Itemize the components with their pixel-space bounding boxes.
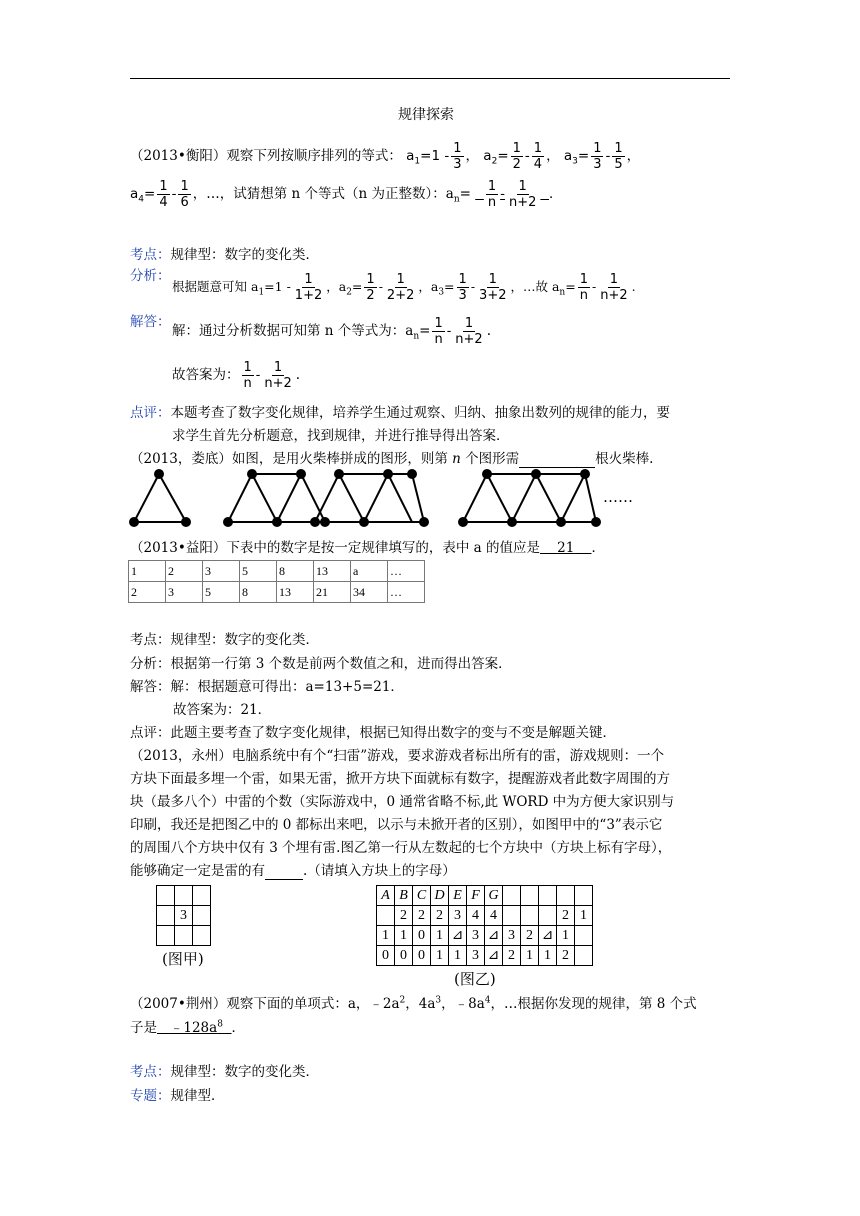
mine-cell [193,906,211,926]
mine-cell: 1 [521,946,539,966]
q1-intro: （2013•衡阳）观察下列按顺序排列的等式： [130,148,402,164]
q1-jieda: 解：通过分析数据可知第 n 个等式为：$a_n=$ $\frac{1}{n}$ - $\frac{1}{n+2}$ . [172,316,491,347]
q4-line3: 块（最多八个）中雷的个数（实际游戏中，0 通常省略不标,此 WORD 中为方便大家识别与 [130,794,675,810]
mine-row [377,906,593,926]
mine-cell: 1 [557,926,575,946]
q5-line2: 子是 $﹣128a^8$ ． [130,1019,246,1036]
table-cell: 21 [314,582,351,603]
mine-cell [575,886,593,906]
table-cell: 8 [277,561,314,582]
q1-fenxi-label: 分析： [130,268,171,284]
q2-text: （2013，娄底）如图，是用火柴棒拼成的图形，则第 n 个图形需 根火柴棒. [130,451,654,467]
q3-fenxi: 分析：根据第一行第 3 个数是前两个数值之和，进而得出答案． [130,656,512,672]
mine-cell: 4 [467,906,485,926]
table-cell: 5 [203,582,240,603]
mine-cell [377,906,395,926]
page-title: 规律探索 [398,107,454,123]
header-rule [130,78,730,79]
mine-cell: 2 [557,946,575,966]
mine-cell: 2 [413,906,431,926]
mine-cell [539,886,557,906]
table-cell: 34 [351,582,388,603]
q1-line1: （2013•衡阳）观察下列按顺序排列的等式： $a_1=1$ - $\frac{1}{3}$ ， $a_2=$ $\frac{1}{2}$ - $\frac{1}{4}$ ， $a_3=$ $\frac{1}{3}$ - $\frac{1}{5}$ ， [130,141,641,172]
mine-cell: 2 [395,906,413,926]
q1-a3: $a_3=$ [563,148,590,167]
mine-cell: D [431,886,449,906]
mine-cell: C [413,886,431,906]
q1-a1-frac: $\frac{1}{3}$ [453,141,462,172]
mine-cell: E [449,886,467,906]
q4-line5: 的周围八个方块中仅有 3 个埋有雷.图乙第一行从左数起的七个方块中（方块上标有字母）， [130,840,672,856]
table-row [129,561,425,582]
table-cell: … [388,561,425,582]
q1-fenxi: 根据题意可知 $a_1=1$ - $\frac{1}{1+2}$ ，$a_2=$ $\frac{1}{2}$ - $\frac{1}{2+2}$ ，$a_3=$ $\frac{1}{3}$ - $\frac{1}{3+2}$ ，…故 $a_n=$ $\frac{1}{n}$ - $\frac{1}{n+2}$ . [172,272,636,303]
mine-cell: 1 [539,946,557,966]
mine-cell: ⊿ [449,926,467,946]
sequence-table [128,560,425,603]
mine-cell [575,946,593,966]
q1-kaodian: 考点：规律型：数字的变化类． [130,247,319,263]
table-cell: 13 [277,582,314,603]
q1-dianping-1: 点评：本题考查了数字变化规律，培养学生通过观察、归纳、抽象出数列的规律的能力，要 [130,405,670,421]
minesweeper-grid-yi [376,885,593,966]
mine-cell: G [485,886,503,906]
figure-3 [311,470,428,526]
q5-zhuanti: 专题：规律型． [130,1088,225,1104]
mine-cell: 1 [431,926,449,946]
mine-cell: F [467,886,485,906]
table-cell: 2 [129,582,166,603]
mine-cell: 4 [485,906,503,926]
mine-cell [157,906,175,926]
figure-4 [459,470,600,526]
mine-cell: ⊿ [485,926,503,946]
mine-cell [175,886,193,906]
table-cell: 3 [166,582,203,603]
mine-cell: 1 [575,906,593,926]
table-cell: 5 [240,561,277,582]
table-cell: 2 [166,561,203,582]
mine-cell: 3 [467,926,485,946]
mine-cell: 1 [377,926,395,946]
table-cell: 13 [314,561,351,582]
table-cell: … [388,582,425,603]
q1-a2: $a_2=$ [483,148,509,167]
mine-cell-center: 3 [175,906,193,926]
minesweeper-grid-jia [156,885,211,946]
mine-cell [157,926,175,946]
mine-cell [557,886,575,906]
q4-line6: 能够确定一定是雷的有 .（请填入方块上的字母） [130,863,456,879]
table-row [129,582,425,603]
mine-cell: 0 [395,946,413,966]
q3-dianping: 点评：此题主要考查了数字变化规律，根据已知得出数字的变与不变是解题关键． [130,725,616,741]
mine-cell [539,906,557,926]
table-cell: a [351,561,388,582]
mine-cell: 2 [431,906,449,926]
q3-kaodian: 考点：规律型：数字的变化类． [130,632,319,648]
q1-a1: $a_1=1$ - [406,148,450,167]
q5-answer: $﹣128a^8$ [169,1019,223,1036]
q3-answer: 21 [557,540,575,556]
q1-jieda-label: 解答： [130,314,171,330]
matchstick-figures [125,468,645,530]
q4-line2: 方块下面最多埋一个雷，如果无雷，掀开方块下面就标有数字，提醒游戏者此数字周围的方 [130,771,670,787]
q5-kaodian: 考点：规律型：数字的变化类． [130,1064,319,1080]
mine-cell [157,886,175,906]
mine-cell [575,926,593,946]
mine-cell: ⊿ [539,926,557,946]
figure-ellipsis: …… [603,488,633,506]
q3-text: （2013•益阳）下表中的数字是按一定规律填写的，表中 a 的值应是 21 ． [130,540,605,556]
mine-cell: 3 [449,906,467,926]
mine-cell: 0 [413,946,431,966]
mine-cell [521,886,539,906]
q5-line1: （2007•荆州）观察下面的单项式：a，$﹣2a^2$，$4a^3$，$﹣8a^4$，…根据你发现的规律，第 8 个式 [130,995,697,1012]
q4-line4: 印刷，我还是把图乙中的 0 都标出来吧，以示与未掀开者的区别），如图甲中的“3”表示它 [130,817,663,833]
fig-jia-caption: (图甲) [162,950,204,968]
mine-cell [503,886,521,906]
mine-cell [193,886,211,906]
q1-dianping-2: 求学生首先分析题意，找到规律，并进行推导得出答案． [172,428,510,444]
mine-cell: 0 [413,926,431,946]
q3-answer-line: 故答案为：21． [173,702,272,718]
q4-line1: （2013，永州）电脑系统中有个“扫雷”游戏，要求游戏者标出所有的雷，游戏规则：一个 [130,748,665,764]
mine-cell [521,906,539,926]
q1-line2: $a_4=$ $\frac{1}{4}$ - $\frac{1}{6}$ ，…，试猜想第 n 个等式（n 为正整数）：$a_n=$ $\frac{1}{n}$ - $\frac{1}{n+2}$ ． [130,179,563,210]
mine-cell: 1 [395,926,413,946]
mine-cell: 2 [521,926,539,946]
q1-answer: 故答案为： $\frac{1}{n}$ - $\frac{1}{n+2}$ . [172,360,301,391]
mine-cell: ⊿ [485,946,503,966]
mine-cell: 3 [467,946,485,966]
mine-row [377,926,593,946]
mine-cell: 1 [431,946,449,966]
mine-cell: 0 [377,946,395,966]
figure-1 [130,470,190,526]
mine-row [377,886,593,906]
mine-cell: A [377,886,395,906]
mine-row [377,946,593,966]
q1-a4: $a_4=$ [130,186,156,205]
table-cell: 1 [129,561,166,582]
q1-answer-blank: $\frac{1}{n}$ - $\frac{1}{n+2}$ [487,179,537,210]
mine-cell: 2 [503,946,521,966]
mine-cell: 2 [557,906,575,926]
table-cell: 3 [203,561,240,582]
mine-cell [193,926,211,946]
mine-cell: 1 [449,946,467,966]
mine-cell [503,906,521,926]
q3-jieda: 解答：解：根据题意可得出：a=13+5=21． [130,679,404,695]
mine-cell [175,926,193,946]
fig-yi-caption: (图乙) [454,970,496,988]
mine-cell: 3 [503,926,521,946]
mine-cell: B [395,886,413,906]
table-cell: 8 [240,582,277,603]
